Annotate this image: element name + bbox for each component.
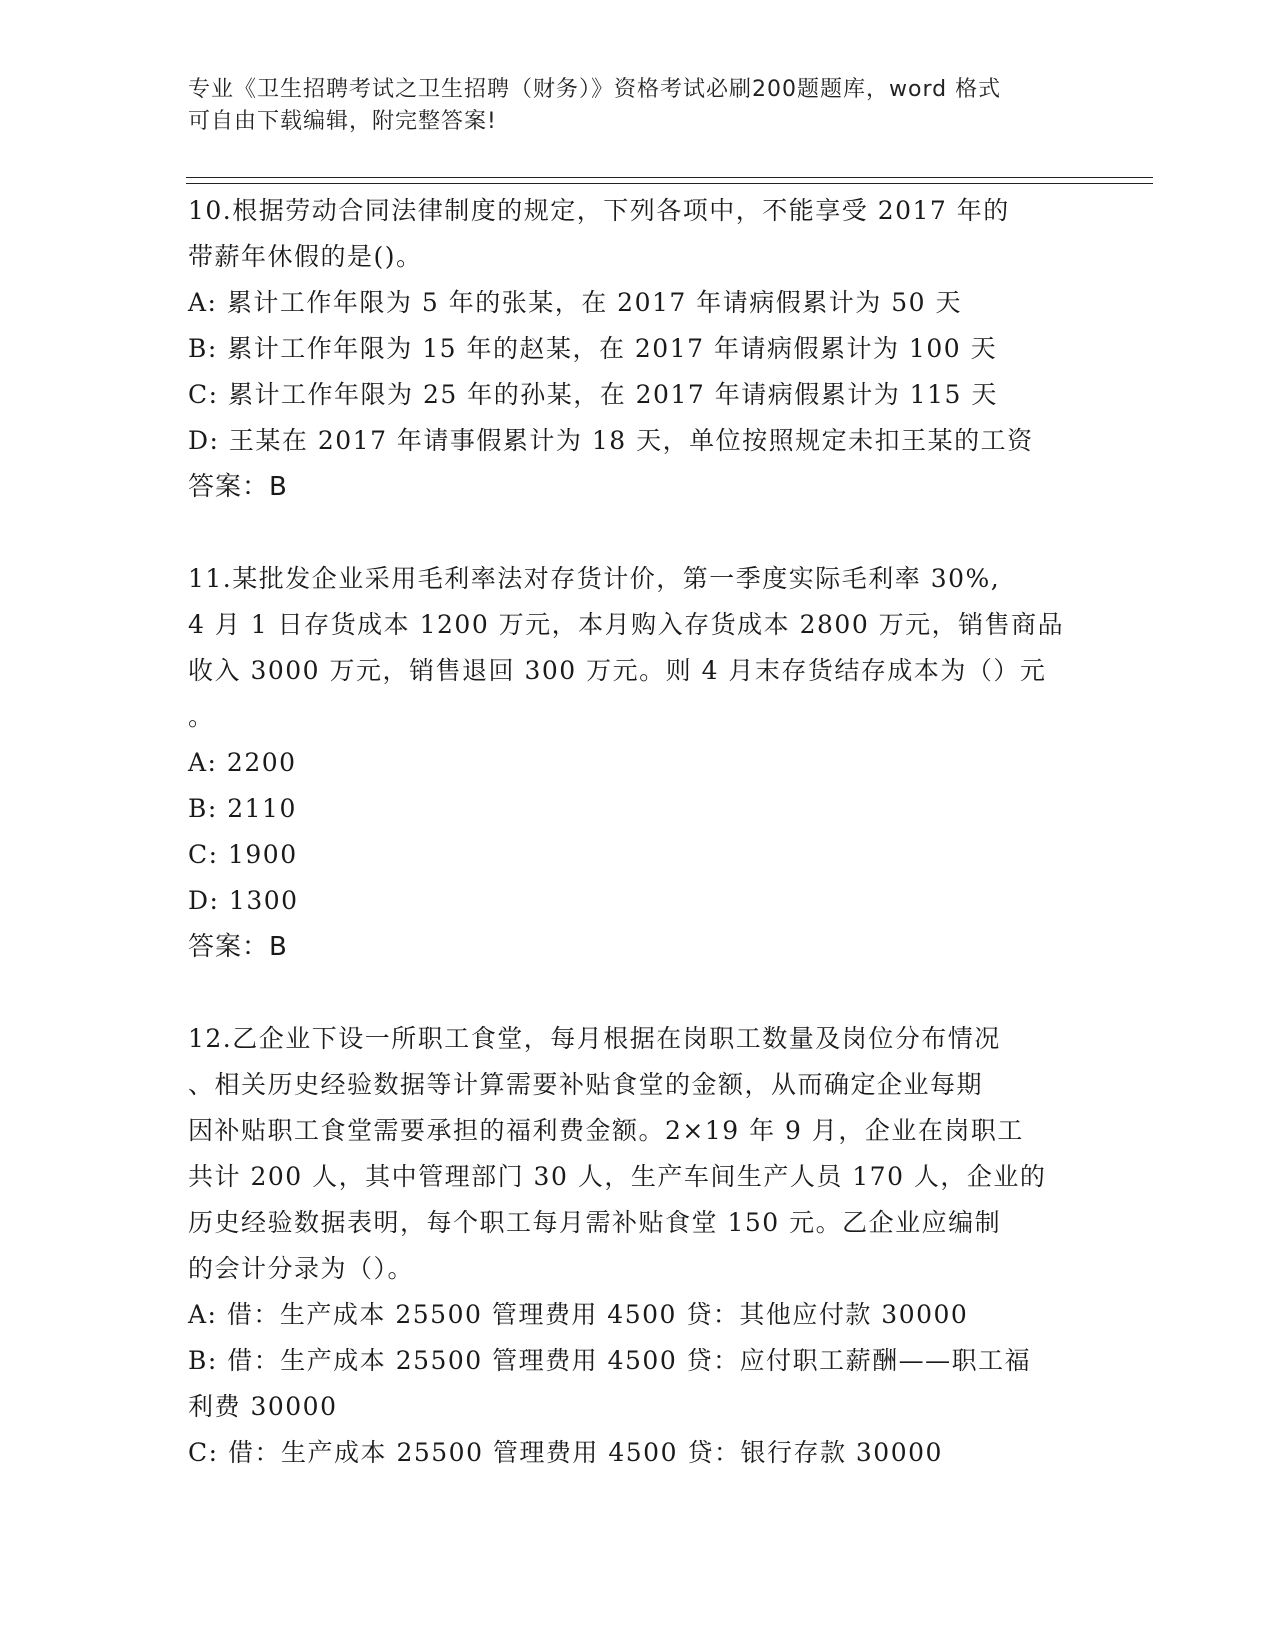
question-text-line: 12.乙企业下设一所职工食堂，每月根据在岗职工数量及岗位分布情况 <box>188 1024 1001 1053</box>
option-c: C: 累计工作年限为 25 年的孙某，在 2017 年请病假累计为 115 天 <box>188 380 998 409</box>
option-a: A: 2200 <box>188 748 297 777</box>
header-line-1: 专业《卫生招聘考试之卫生招聘（财务）》资格考试必刷200题题库，word 格式 <box>188 77 1002 102</box>
question-text-line: 的会计分录为（）。 <box>188 1254 415 1283</box>
question-text-line: 带薪年休假的是()。 <box>188 242 423 271</box>
question-text-line: 4 月 1 日存货成本 1200 万元，本月购入存货成本 2800 万元，销售商品 <box>188 610 1065 639</box>
question-list <box>188 188 1088 1476</box>
option-d: D: 王某在 2017 年请事假累计为 18 天，单位按照规定未扣王某的工资 <box>188 426 1034 455</box>
question-text-line: 因补贴职工食堂需要承担的福利费金额。2×19 年 9 月，企业在岗职工 <box>188 1116 1024 1145</box>
option-b: B: 累计工作年限为 15 年的赵某，在 2017 年请病假累计为 100 天 <box>188 334 998 363</box>
answer: 答案：B <box>188 472 288 502</box>
header-line-2: 可自由下载编辑，附完整答案! <box>188 109 497 134</box>
question-text-line: 11.某批发企业采用毛利率法对存货计价，第一季度实际毛利率 30%, <box>188 564 1001 593</box>
option-b: B: 2110 <box>188 794 297 823</box>
option-c: C: 借：生产成本 25500 管理费用 4500 贷：银行存款 30000 <box>188 1438 943 1467</box>
option-a: A: 借：生产成本 25500 管理费用 4500 贷：其他应付款 30000 <box>188 1300 969 1329</box>
question-text-line: 。 <box>188 702 215 731</box>
question-11 <box>188 556 1088 970</box>
question-text-line: 共计 200 人，其中管理部门 30 人，生产车间生产人员 170 人，企业的 <box>188 1162 1047 1191</box>
header-divider-bottom <box>186 183 1153 184</box>
question-text-line: 收入 3000 万元，销售退回 300 万元。则 4 月末存货结存成本为（）元 <box>188 656 1047 685</box>
option-b-continued: 利费 30000 <box>188 1392 338 1421</box>
spacer <box>188 510 1088 556</box>
question-12 <box>188 1016 1088 1476</box>
option-b: B: 借：生产成本 25500 管理费用 4500 贷：应付职工薪酬——职工福 <box>188 1346 1032 1375</box>
question-10 <box>188 188 1088 510</box>
question-text-line: 、相关历史经验数据等计算需要补贴食堂的金额，从而确定企业每期 <box>188 1070 984 1099</box>
question-text-line: 历史经验数据表明，每个职工每月需补贴食堂 150 元。乙企业应编制 <box>188 1208 1002 1237</box>
header-divider-top <box>186 177 1153 178</box>
document-header <box>188 74 1068 138</box>
option-c: C: 1900 <box>188 840 298 869</box>
answer: 答案：B <box>188 932 288 962</box>
spacer <box>188 970 1088 1016</box>
option-d: D: 1300 <box>188 886 299 915</box>
option-a: A: 累计工作年限为 5 年的张某，在 2017 年请病假累计为 50 天 <box>188 288 962 317</box>
question-text-line: 10.根据劳动合同法律制度的规定，下列各项中，不能享受 2017 年的 <box>188 196 1010 225</box>
